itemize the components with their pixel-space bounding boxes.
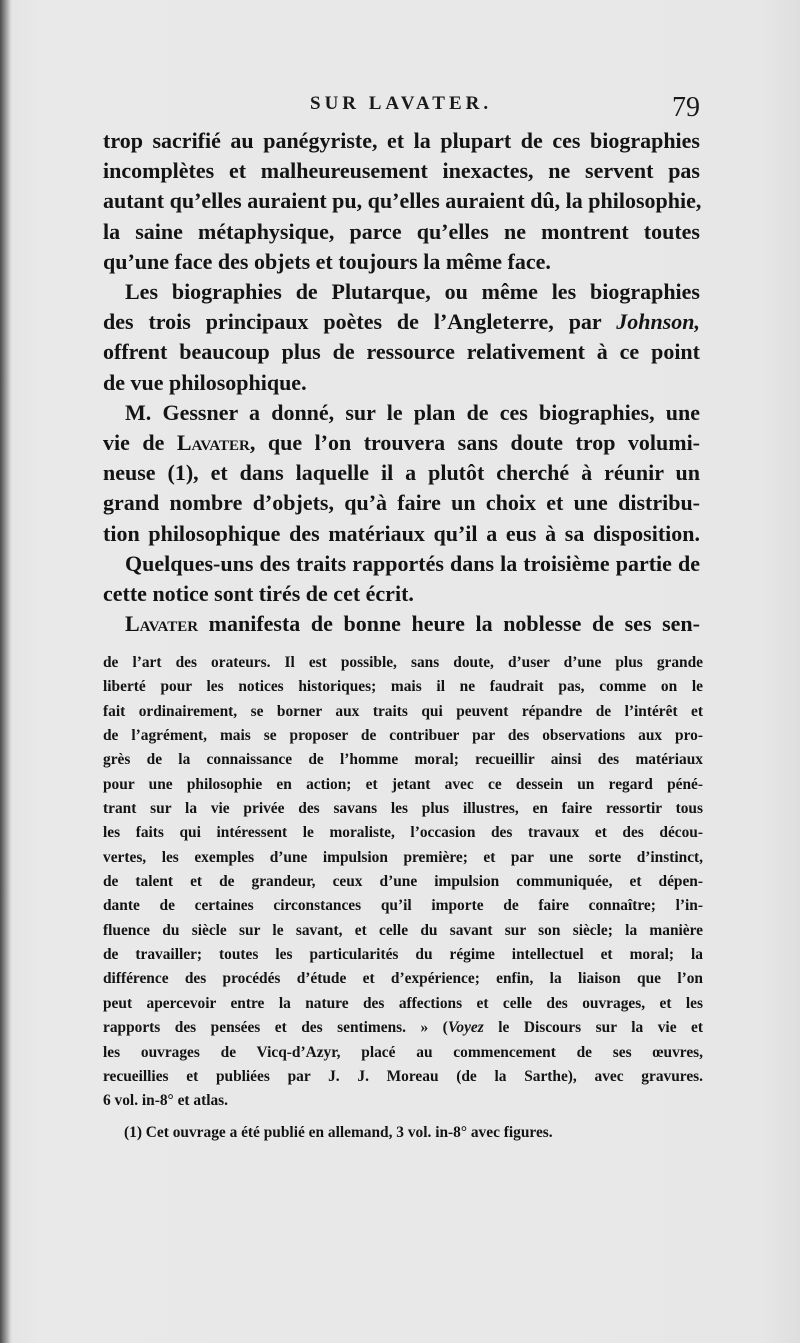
- name-small-caps: Lavater: [125, 611, 199, 637]
- text-run: , que l’on trouvera sans doute trop volumi-: [249, 430, 701, 456]
- text-line: autant qu’elles auraient pu, qu’elles auraient dû, la philosophie,: [103, 188, 702, 214]
- footnote-line: trant sur la vie privée des savans les plus illustres, en faire ressortir tous: [103, 800, 703, 818]
- footnote-line: les ouvrages de Vicq-d’Azyr, placé au commencement de ses œuvres,: [103, 1043, 703, 1061]
- voyez-italic: Voyez: [447, 1019, 484, 1037]
- footnote-line: de talent et de grandeur, ceux d’une impulsion communiquée, et dépen-: [103, 873, 703, 891]
- text-line: [103, 609, 700, 639]
- text-line: qu’une face des objets et toujours la même face.: [103, 248, 551, 274]
- gutter-shadow: [0, 0, 12, 1343]
- footnote-line: différence des procédés d’étude et d’expérience; enfin, la liaison que l’on: [103, 970, 703, 988]
- text-line: incomplètes et malheureusement inexactes, ne servent pas: [103, 158, 700, 184]
- footnote-line: fluence du siècle sur le savant, et celle du savant sur son siècle; la manière: [103, 921, 703, 939]
- text-line: offrent beaucoup plus de ressource relativement à ce point: [103, 339, 700, 365]
- text-run: des trois principaux poètes de l’Angleterre, par: [103, 309, 602, 335]
- text-line: Quelques-uns des traits rapportés dans la troisième partie de: [125, 550, 700, 576]
- text-run: rapports des pensées et des sentimens. » (: [103, 1019, 448, 1037]
- text-line: la saine métaphysique, parce qu’elles ne montrent toutes: [103, 218, 700, 244]
- text-run: vie de: [103, 430, 165, 456]
- text-run: manifesta de bonne heure la noblesse de ses sen-: [198, 611, 700, 637]
- text-line: Les biographies de Plutarque, ou même les biographies: [125, 279, 700, 305]
- footnote-continuation: [103, 651, 703, 1114]
- footnote-line: pour une philosophie en action; et jetant avec ce dessein un regard péné-: [103, 775, 703, 793]
- footnote-1: (1) Cet ouvrage a été publié en allemand, 3 vol. in-8° avec figures.: [124, 1124, 553, 1141]
- footnote-line: dante de certaines circonstances qu’il importe de faire connaître; l’in-: [103, 897, 703, 915]
- footnote-line: 6 vol. in-8° et atlas.: [103, 1092, 228, 1110]
- footnote-line: les faits qui intéressent le moraliste, l’occasion des travaux et des décou-: [103, 824, 703, 842]
- footnote-line: de l’art des orateurs. Il est possible, sans doute, d’user d’une plus grande: [103, 654, 703, 671]
- footnote-line: recueillies et publiées par J. J. Moreau (de la Sarthe), avec gravures.: [103, 1067, 703, 1085]
- footnote-line: [103, 1016, 703, 1040]
- text-line: M. Gessner a donné, sur le plan de ces biographies, une: [125, 399, 700, 425]
- author-name-italic: Johnson,: [616, 309, 700, 335]
- main-text: [103, 126, 700, 639]
- name-small-caps: Lavater: [176, 430, 250, 456]
- text-run: le Discours sur la vie et: [483, 1019, 703, 1037]
- footnote-line: fait ordinairement, se borner aux traits qui peuvent répandre de l’intérêt et: [103, 702, 703, 720]
- footnote-line: de travailler; toutes les particularités du régime intellectuel et moral; la: [103, 946, 703, 964]
- footnote-line: peut apercevoir entre la nature des affections et celle des ouvrages, et les: [103, 994, 703, 1012]
- footnote-line: de l’agrément, mais se proposer de contribuer par des observations aux pro-: [103, 727, 703, 745]
- text-line: de vue philosophique.: [103, 369, 307, 395]
- text-line: cette notice sont tirés de cet écrit.: [103, 581, 414, 607]
- text-line: [103, 307, 700, 337]
- footnote-line: vertes, les exemples d’une impulsion première; et par une sorte d’instinct,: [103, 848, 703, 866]
- text-line: trop sacrifié au panégyriste, et la plupart de ces biographies: [103, 128, 700, 153]
- text-line: [103, 428, 700, 458]
- footnote-line: liberté pour les notices historiques; mais il ne faudrait pas, comme on le: [103, 678, 703, 696]
- text-line: tion philosophique des matériaux qu’il a eus à sa disposition.: [103, 520, 700, 546]
- page-number: 79: [672, 92, 700, 123]
- running-head: SUR LAVATER.: [310, 93, 493, 114]
- text-line: grand nombre d’objets, qu’à faire un choix et une distribu-: [103, 490, 700, 516]
- footnote-line: grès de la connaissance de l’homme moral; recueillir ainsi des matériaux: [103, 751, 703, 769]
- text-line: neuse (1), et dans laquelle il a plutôt cherché à réunir un: [103, 460, 700, 486]
